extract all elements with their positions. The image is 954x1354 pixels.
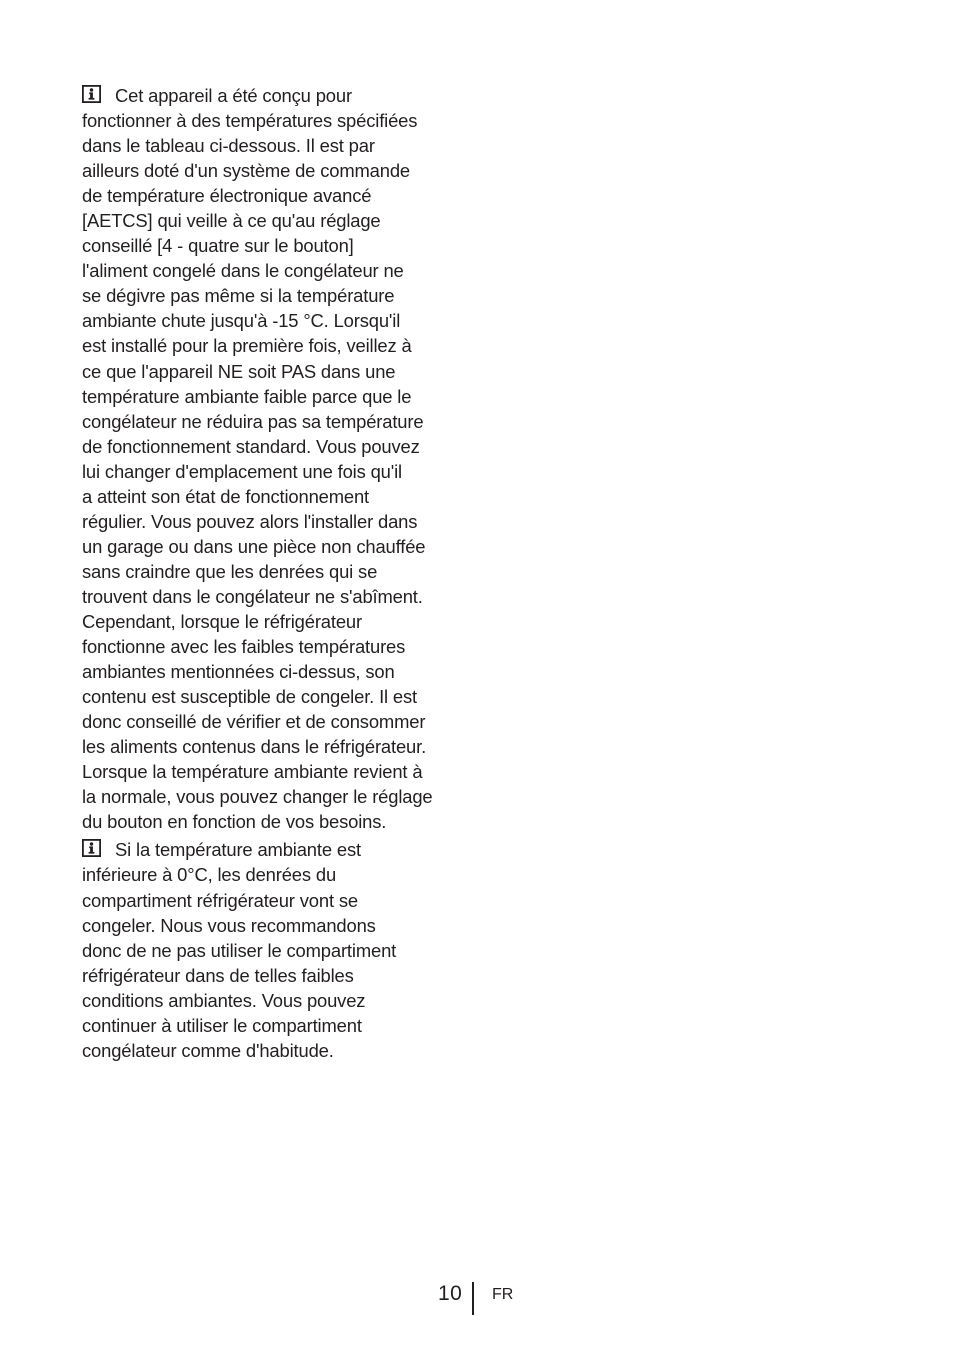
note-line: congélateur ne réduira pas sa température — [82, 410, 424, 432]
note-line: donc de ne pas utiliser le compartiment — [82, 939, 397, 961]
note-line: du bouton en fonction de vos besoins. — [82, 811, 387, 833]
note-line: ambiantes mentionnées ci-dessus, son — [82, 661, 395, 683]
page-number: 10 — [438, 1282, 463, 1305]
language-code: FR — [492, 1286, 514, 1303]
note-line: congeler. Nous vous recommandons — [82, 914, 376, 936]
note-line: continuer à utiliser le compartiment — [82, 1014, 362, 1036]
page-footer — [438, 1280, 558, 1316]
note-line: fonctionne avec les faibles températures — [82, 636, 406, 658]
note-line: la normale, vous pouvez changer le réglage — [82, 786, 433, 808]
note-line: lui changer d'emplacement une fois qu'il — [82, 460, 402, 482]
note-line: un garage ou dans une pièce non chauffée — [82, 535, 426, 557]
note-line: conseillé [4 - quatre sur le bouton] — [82, 235, 354, 257]
note-line — [82, 837, 466, 862]
note-line: fonctionner à des températures spécifiées — [82, 110, 418, 132]
note-line: régulier. Vous pouvez alors l'installer dans — [82, 510, 418, 532]
note-line: congélateur comme d'habitude. — [82, 1039, 334, 1061]
note-line: [AETCS] qui veille à ce qu'au réglage — [82, 210, 381, 232]
note-line-text: Si la température ambiante est — [115, 839, 361, 861]
note-line — [82, 83, 466, 108]
note-line: ambiante chute jusqu'à -15 °C. Lorsqu'il — [82, 310, 401, 332]
note-line: l'aliment congelé dans le congélateur ne — [82, 260, 404, 282]
note-line: de fonctionnement standard. Vous pouvez — [82, 435, 420, 457]
text-column — [82, 83, 466, 1063]
note-line: conditions ambiantes. Vous pouvez — [82, 989, 366, 1011]
note-line: les aliments contenus dans le réfrigérateur. — [82, 736, 427, 758]
note-line: compartiment réfrigérateur vont se — [82, 889, 358, 911]
note-line: inférieure à 0°C, les denrées du — [82, 864, 337, 886]
note-line-text: Cet appareil a été conçu pour — [115, 85, 352, 106]
note-line: trouvent dans le congélateur ne s'abîment. — [82, 585, 423, 607]
note-line: donc conseillé de vérifier et de consommer — [82, 711, 426, 733]
note-line: Lorsque la température ambiante revient à — [82, 761, 423, 783]
note-line: ailleurs doté d'un système de commande — [82, 160, 410, 182]
note-line: température ambiante faible parce que le — [82, 385, 412, 407]
footer-divider — [472, 1282, 474, 1315]
note-line: est installé pour la première fois, veillez à — [82, 335, 412, 357]
note-line: dans le tableau ci-dessous. Il est par — [82, 135, 375, 157]
note-line: contenu est susceptible de congeler. Il est — [82, 686, 418, 708]
info-icon — [82, 839, 101, 857]
info-note-1 — [82, 83, 466, 834]
info-icon — [82, 85, 101, 103]
note-line: ce que l'appareil NE soit PAS dans une — [82, 360, 396, 382]
note-line: de température électronique avancé — [82, 185, 372, 207]
note-line: Cependant, lorsque le réfrigérateur — [82, 610, 362, 632]
info-note-2 — [82, 837, 466, 1062]
note-line: réfrigérateur dans de telles faibles — [82, 964, 354, 986]
note-line: se dégivre pas même si la température — [82, 285, 395, 307]
note-line: a atteint son état de fonctionnement — [82, 485, 370, 507]
note-line: sans craindre que les denrées qui se — [82, 560, 378, 582]
